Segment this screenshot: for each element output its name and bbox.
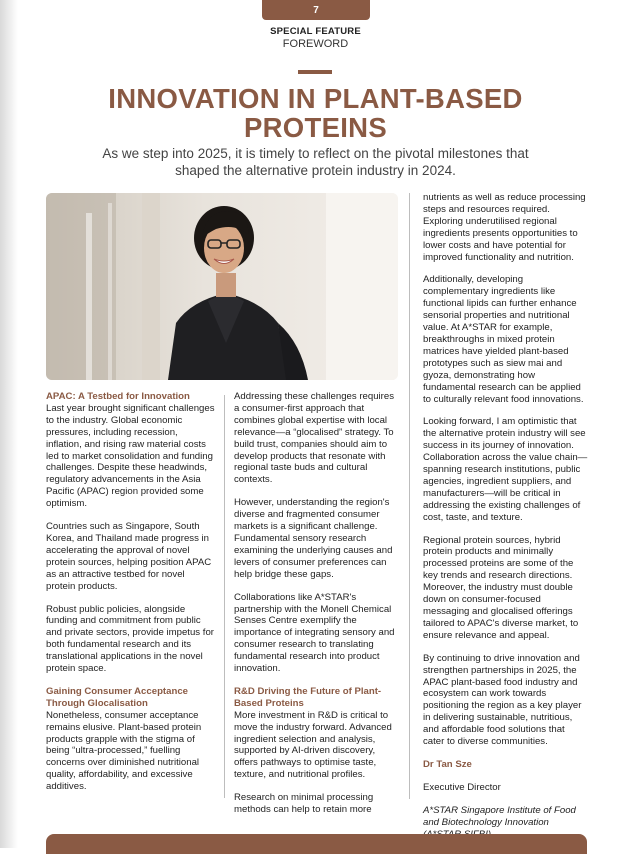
footer-bar xyxy=(46,834,587,854)
author-name: Dr Tan Sze xyxy=(423,758,472,770)
paragraph: Addressing these challenges requires a consumer-first approach that combines global expertise with local relevance—a “glocalised” strategy. To build trust, companies should aim to develop products that resonate with regional taste buds and cultural contexts. xyxy=(234,391,394,486)
author-role: Executive Director xyxy=(423,781,501,793)
paragraph: Collaborations like A*STAR's partnership with the Monell Chemical Senses Centre exemplify the importance of integrating sensory and consumer research to translating fundamental research into product innovation. xyxy=(234,591,395,675)
column-divider xyxy=(224,395,225,798)
paragraph: Last year brought significant challenges to the industry. Global economic pressures, including recession, inflation, and rising raw material costs led to market consolidation and funding challenges. Despite these headwinds, regulatory advancements in the Asia Pacific (APAC) region provided some optimism. xyxy=(46,402,215,510)
section-sublabel: FOREWORD xyxy=(282,38,349,50)
paragraph: By continuing to drive innovation and strengthen partnerships in 2025, the APAC plant-based food industry and ecosystem can work towards positioning the region as a key player in delivering sustainable, nutritious, and affordable food solutions that cater to diverse communities. xyxy=(423,652,582,748)
section-heading: R&D Driving the Future of Plant-Based Proteins xyxy=(234,685,382,709)
page-number: 7 xyxy=(262,0,370,20)
paragraph: nutrients as well as reduce processing steps and resources required. Exploring underutilised regional ingredients presents opportunities to lower costs and have potential for improved functionality and nutrition. xyxy=(423,192,586,263)
paragraph: Looking forward, I am optimistic that the alternative protein industry will see success in its journey of innovation. Collaboration across the value chain—spanning research institutions, public agencies, ingredient suppliers, and manufacturers—will be critical in addressing the existing challenges of cost, taste, and texture. xyxy=(423,416,588,523)
article-column-1 xyxy=(46,391,216,804)
title-accent-rule xyxy=(298,70,332,74)
paragraph: Research on minimal processing methods can help to retain more xyxy=(234,792,374,816)
author-institution: A*STAR Singapore Institute of Food and Biotechnology Innovation xyxy=(423,804,576,828)
section-label: SPECIAL FEATURE xyxy=(270,26,361,37)
section-heading: APAC: A Testbed for Innovation xyxy=(46,391,190,402)
column-divider xyxy=(409,193,410,799)
paragraph: Additionally, developing complementary ingredients like functional lipids can further enhance sensorial properties and nutritional value. At A*STAR for example, breakthroughs in mixed protein matrices have yielded plant-based prototypes such as siew mai and gyoza, demonstrating how fundamental research can be applied to culturally relevant food innovations. xyxy=(423,274,584,405)
paragraph: Countries such as Singapore, South Korea, and Thailand made progress in accelerating the approval of novel protein sources, helping position APAC as an attractive testbed for novel protein products. xyxy=(46,521,212,592)
section-heading: Gaining Consumer Acceptance Through Glocalisation xyxy=(46,685,188,709)
article-column-3 xyxy=(423,192,588,852)
paragraph: Nonetheless, consumer acceptance remains elusive. Plant-based protein products grapple with the stigma of being “ultra-processed,” fuelling concerns over diminished nutritional quality, affordability, and excessive additives. xyxy=(46,709,202,793)
author-photo xyxy=(46,193,398,380)
paragraph: However, understanding the region's diverse and fragmented consumer markets is a significant challenge. Fundamental sensory research examining the underlying causes and levers of consumer preferences can help bridge these gaps. xyxy=(234,497,393,580)
paragraph: More investment in R&D is critical to move the industry forward. Advanced ingredient selection and analysis, supported by AI-driven discovery, offers pathways to optimise taste, texture, and nutritional profiles. xyxy=(234,709,392,781)
article-title: INNOVATION IN PLANT-BASED PROTEINS xyxy=(108,83,523,143)
paragraph: Robust public policies, alongside funding and commitment from public and private sectors, provide impetus for both fundamental research and its translational applications in the novel protein space. xyxy=(46,603,214,675)
article-subtitle: As we step into 2025, it is timely to reflect on the pivotal milestones that shaped the alternative protein industry in 2024. xyxy=(102,146,529,178)
article-column-2 xyxy=(234,391,398,827)
page-gutter-shadow xyxy=(0,0,18,848)
paragraph: Regional protein sources, hybrid protein products and minimally processed proteins are some of the key trends and research directions. Moreover, the industry must double down on consumer-focused messaging and glocalised offerings tailored to APAC's diverse market, to ensure relevance and appeal. xyxy=(423,534,579,641)
